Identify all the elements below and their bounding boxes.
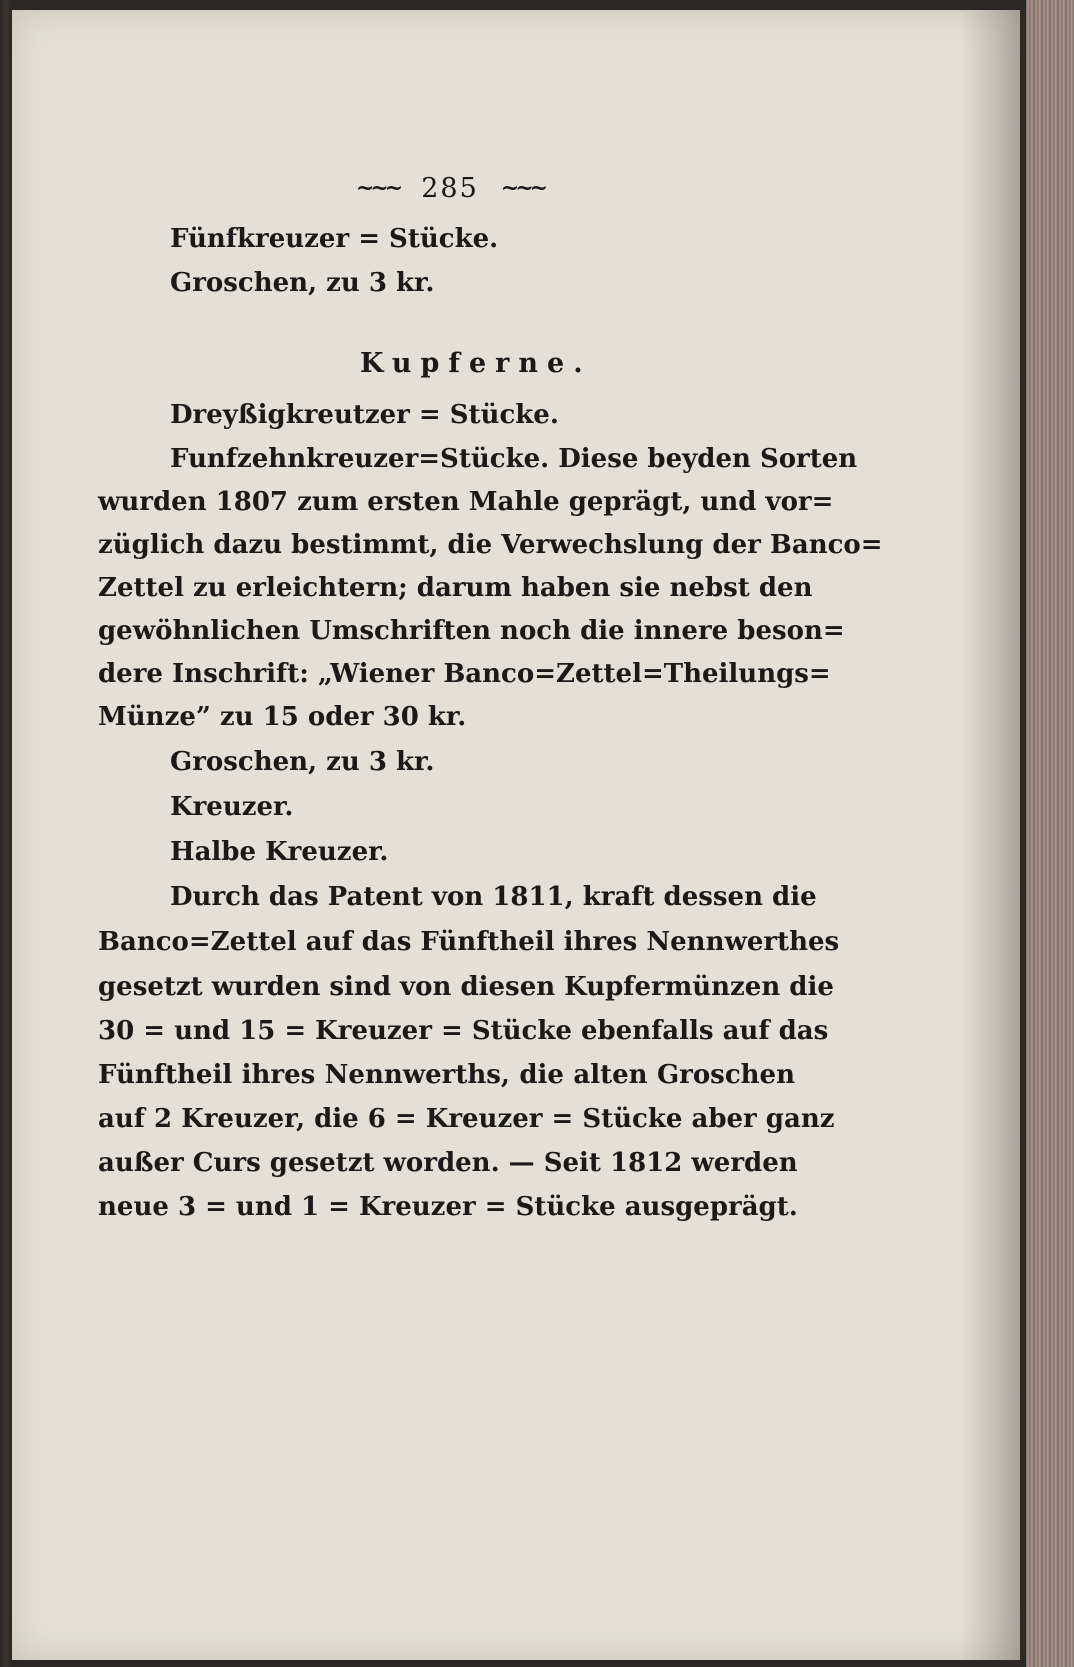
text-line: 30 = und 15 = Kreuzer = Stücke ebenfalls auf das [98, 1016, 829, 1046]
text-line: Dreyßigkreutzer = Stücke. [170, 400, 559, 430]
text-line: wurden 1807 zum ersten Mahle geprägt, und vor= [98, 487, 834, 517]
text-line: Groschen, zu 3 kr. [170, 747, 435, 777]
text-line: Fünfkreuzer = Stücke. [170, 224, 499, 254]
text-line: gewöhnlichen Umschriften noch die innere beson= [98, 616, 845, 646]
text-line: außer Curs gesetzt worden. — Seit 1812 werden [98, 1148, 798, 1178]
header-ornament-left: ~~~ [355, 175, 400, 201]
text-line: Münze” zu 15 oder 30 kr. [98, 702, 467, 732]
text-line: Banco=Zettel auf das Fünftheil ihres Nennwerthes [98, 927, 840, 957]
header-ornament-right: ~~~ [500, 175, 545, 201]
text-line: gesetzt wurden sind von diesen Kupfermünzen die [98, 972, 834, 1002]
text-line: Groschen, zu 3 kr. [170, 268, 435, 298]
text-line: Kreuzer. [170, 792, 294, 822]
text-line: Fünftheil ihres Nennwerths, die alten Groschen [98, 1060, 795, 1090]
text-line: Zettel zu erleichtern; darum haben sie nebst den [98, 573, 813, 603]
text-line: dere Inschrift: „Wiener Banco=Zettel=Theilungs= [98, 659, 831, 689]
text-line: Durch das Patent von 1811, kraft dessen die [170, 882, 817, 912]
section-heading: Kupferne. [360, 348, 592, 379]
running-header [320, 168, 580, 208]
text-line: Funfzehnkreuzer=Stücke. Diese beyden Sorten [170, 444, 858, 474]
text-line: züglich dazu bestimmt, die Verwechslung der Banco= [98, 530, 883, 560]
text-line: neue 3 = und 1 = Kreuzer = Stücke ausgeprägt. [98, 1192, 798, 1222]
page-number: 285 [421, 172, 479, 204]
text-line: auf 2 Kreuzer, die 6 = Kreuzer = Stücke aber ganz [98, 1104, 835, 1134]
text-line: Halbe Kreuzer. [170, 837, 389, 867]
